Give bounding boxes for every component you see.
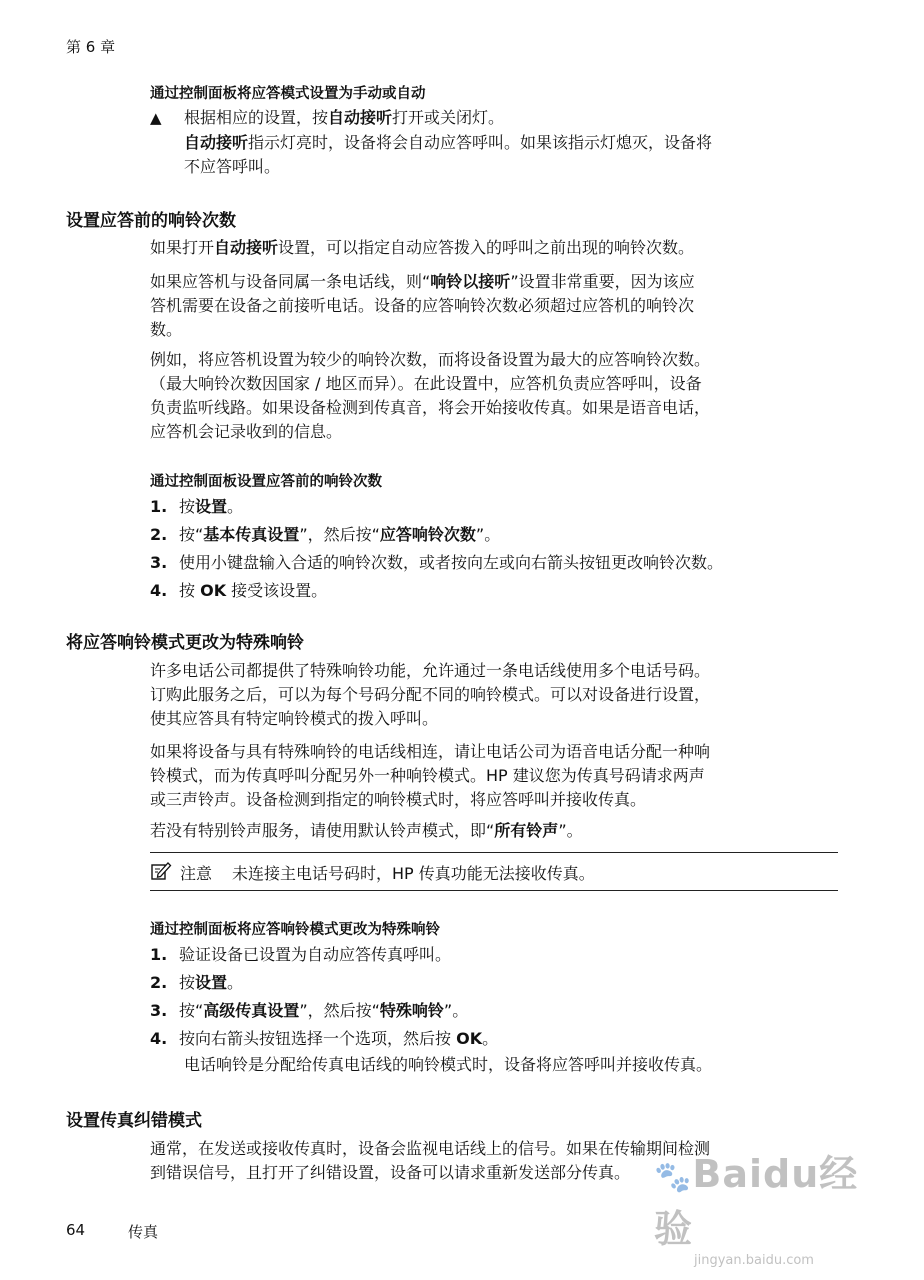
text: ”，然后按“ [299, 1001, 380, 1020]
baidu-watermark [654, 1143, 864, 1268]
note-line: 指示灯亮时，设备将会自动应答呼叫。如果该指示灯熄灭，设备将 [248, 133, 713, 152]
triangle-bullet-icon: ▲ [150, 109, 162, 127]
list-item [150, 971, 712, 999]
text: ”，然后按“ [299, 525, 380, 544]
text-line: 许多电话公司都提供了特殊响铃功能，允许通过一条电话线使用多个电话号码。 [150, 661, 711, 680]
note-text: 未连接主电话号码时，HP 传真功能无法接收传真。 [232, 864, 595, 883]
bullet-answer-mode [150, 106, 504, 130]
step-number: 4. [150, 581, 168, 600]
bold-text: 应答响铃次数 [379, 525, 476, 544]
paragraph [150, 819, 583, 843]
note-top-rule [150, 852, 838, 853]
note-bottom-rule [150, 890, 838, 891]
step-note: 电话响铃是分配给传真电话线的响铃模式时，设备将应答呼叫并接收传真。 [184, 1055, 713, 1074]
text: 。 [482, 1029, 499, 1048]
text: 设置，可以指定自动应答拨入的呼叫之前出现的响铃次数。 [278, 238, 695, 257]
bullet-text: 根据相应的设置，按 [184, 108, 329, 127]
bold-text: 高级传真设置 [203, 1001, 300, 1020]
list-item [150, 943, 712, 971]
text-line: 例如，将应答机设置为较少的响铃次数，而将设备设置为最大的应答响铃次数。 [150, 350, 711, 369]
bold-text: 设置 [195, 973, 228, 992]
step-number: 2. [150, 973, 168, 992]
watermark-logo [654, 1143, 864, 1253]
step-number: 3. [150, 553, 168, 572]
text: 接受该设置。 [226, 581, 328, 600]
step-number: 1. [150, 945, 168, 964]
text: 按“ [179, 525, 204, 544]
paragraph [150, 236, 694, 260]
paw-icon: 🐾 [654, 1160, 693, 1195]
text-line: 应答机会记录收到的信息。 [150, 422, 343, 441]
text: 按 [179, 581, 201, 600]
bold-text: 基本传真设置 [203, 525, 300, 544]
text: 按向右箭头按钮选择一个选项，然后按 [179, 1029, 457, 1048]
section-title-rings: 设置应答前的响铃次数 [66, 211, 236, 231]
note-label: 注意 [180, 864, 213, 883]
list-item [150, 579, 723, 607]
text: 按 [179, 497, 196, 516]
procedure-title-rings: 通过控制面板设置应答前的响铃次数 [150, 474, 382, 490]
text-line: 负责监听线路。如果设备检测到传真音，将会开始接收传真。如果是语音电话， [150, 398, 711, 417]
text-line: 通常，在发送或接收传真时，设备会监视电话线上的信号。如果在传输期间检测 [150, 1139, 711, 1158]
note-pencil-icon [150, 860, 180, 889]
text-line: 如果将设备与具有特殊响铃的电话线相连，请让电话公司为语音电话分配一种响 [150, 742, 711, 761]
list-item [150, 999, 712, 1027]
step-number: 3. [150, 1001, 168, 1020]
text: 验证设备已设置为自动应答传真呼叫。 [179, 945, 452, 964]
note-bold: 自动接听 [184, 133, 249, 152]
text: ”。 [475, 525, 501, 544]
page-number: 64 [66, 1221, 86, 1239]
note-box [150, 860, 595, 889]
text: 使用小键盘输入合适的响铃次数，或者按向左或向右箭头按钮更改响铃次数。 [179, 553, 724, 572]
bold-text: OK [456, 1029, 483, 1048]
text: ”设置非常重要，因为该应 [510, 272, 695, 291]
text-line: 数。 [150, 320, 183, 339]
paragraph [150, 348, 710, 444]
step-number: 1. [150, 497, 168, 516]
text-line: 或三声铃声。设备检测到指定的响铃模式时，将应答呼叫并接收传真。 [150, 790, 647, 809]
text: 按 [179, 973, 196, 992]
paragraph [150, 740, 710, 812]
text: ”。 [558, 821, 583, 840]
text: 。 [227, 973, 244, 992]
paragraph [150, 270, 695, 342]
text: 如果打开 [150, 238, 215, 257]
list-item [150, 495, 723, 523]
text: 若没有特别铃声服务，请使用默认铃声模式，即“ [150, 821, 495, 840]
list-item [150, 523, 723, 551]
bold-text: 设置 [195, 497, 228, 516]
text-line: 铃模式，而为传真呼叫分配另外一种响铃模式。HP 建议您为传真号码请求两声 [150, 766, 705, 785]
step-number: 4. [150, 1029, 168, 1048]
text-line: 订购此服务之后，可以为每个号码分配不同的响铃模式。可以对设备进行设置， [150, 685, 711, 704]
text-line: 到错误信号，且打开了纠错设置，设备可以请求重新发送部分传真。 [150, 1163, 631, 1182]
bold-text: 响铃以接听 [430, 272, 511, 291]
watermark-logo-text: Baidu经验 [654, 1152, 859, 1251]
text: 按“ [179, 1001, 204, 1020]
bold-text: 所有铃声 [494, 821, 559, 840]
text-line: 使其应答具有特定响铃模式的拨入呼叫。 [150, 709, 439, 728]
bold-text: 特殊响铃 [379, 1001, 444, 1020]
bullet-text-end: 打开或关闭灯。 [392, 108, 505, 127]
step-list-distinctive-ring [150, 943, 712, 1077]
section-title-distinctive-ring: 将应答响铃模式更改为特殊响铃 [66, 633, 304, 653]
step-number: 2. [150, 525, 168, 544]
text: 。 [227, 497, 244, 516]
text: 如果应答机与设备同属一条电话线，则“ [150, 272, 431, 291]
footer-title: 传真 [128, 1223, 159, 1241]
text: ”。 [443, 1001, 469, 1020]
text-line: （最大响铃次数因国家 / 地区而异）。在此设置中，应答机负责应答呼叫，设备 [150, 374, 702, 393]
answer-mode-note [184, 131, 712, 179]
text-line: 答机需要在设备之前接听电话。设备的应答响铃次数必须超过应答机的响铃次 [150, 296, 695, 315]
chapter-label: 第 6 章 [66, 38, 116, 56]
procedure-title-distinctive-ring: 通过控制面板将应答响铃模式更改为特殊响铃 [150, 922, 440, 938]
procedure-title-answer-mode: 通过控制面板将应答模式设置为手动或自动 [150, 86, 426, 102]
bold-text: 自动接听 [214, 238, 279, 257]
bold-text: OK [200, 581, 227, 600]
note-line: 不应答呼叫。 [184, 157, 281, 176]
watermark-url: jingyan.baidu.com [694, 1253, 814, 1268]
paragraph [150, 659, 710, 731]
bullet-bold: 自动接听 [328, 108, 393, 127]
step-list-rings [150, 495, 723, 607]
section-title-ecm: 设置传真纠错模式 [66, 1111, 202, 1131]
list-item [150, 1027, 712, 1053]
paragraph [150, 1137, 710, 1185]
list-item [150, 551, 723, 579]
